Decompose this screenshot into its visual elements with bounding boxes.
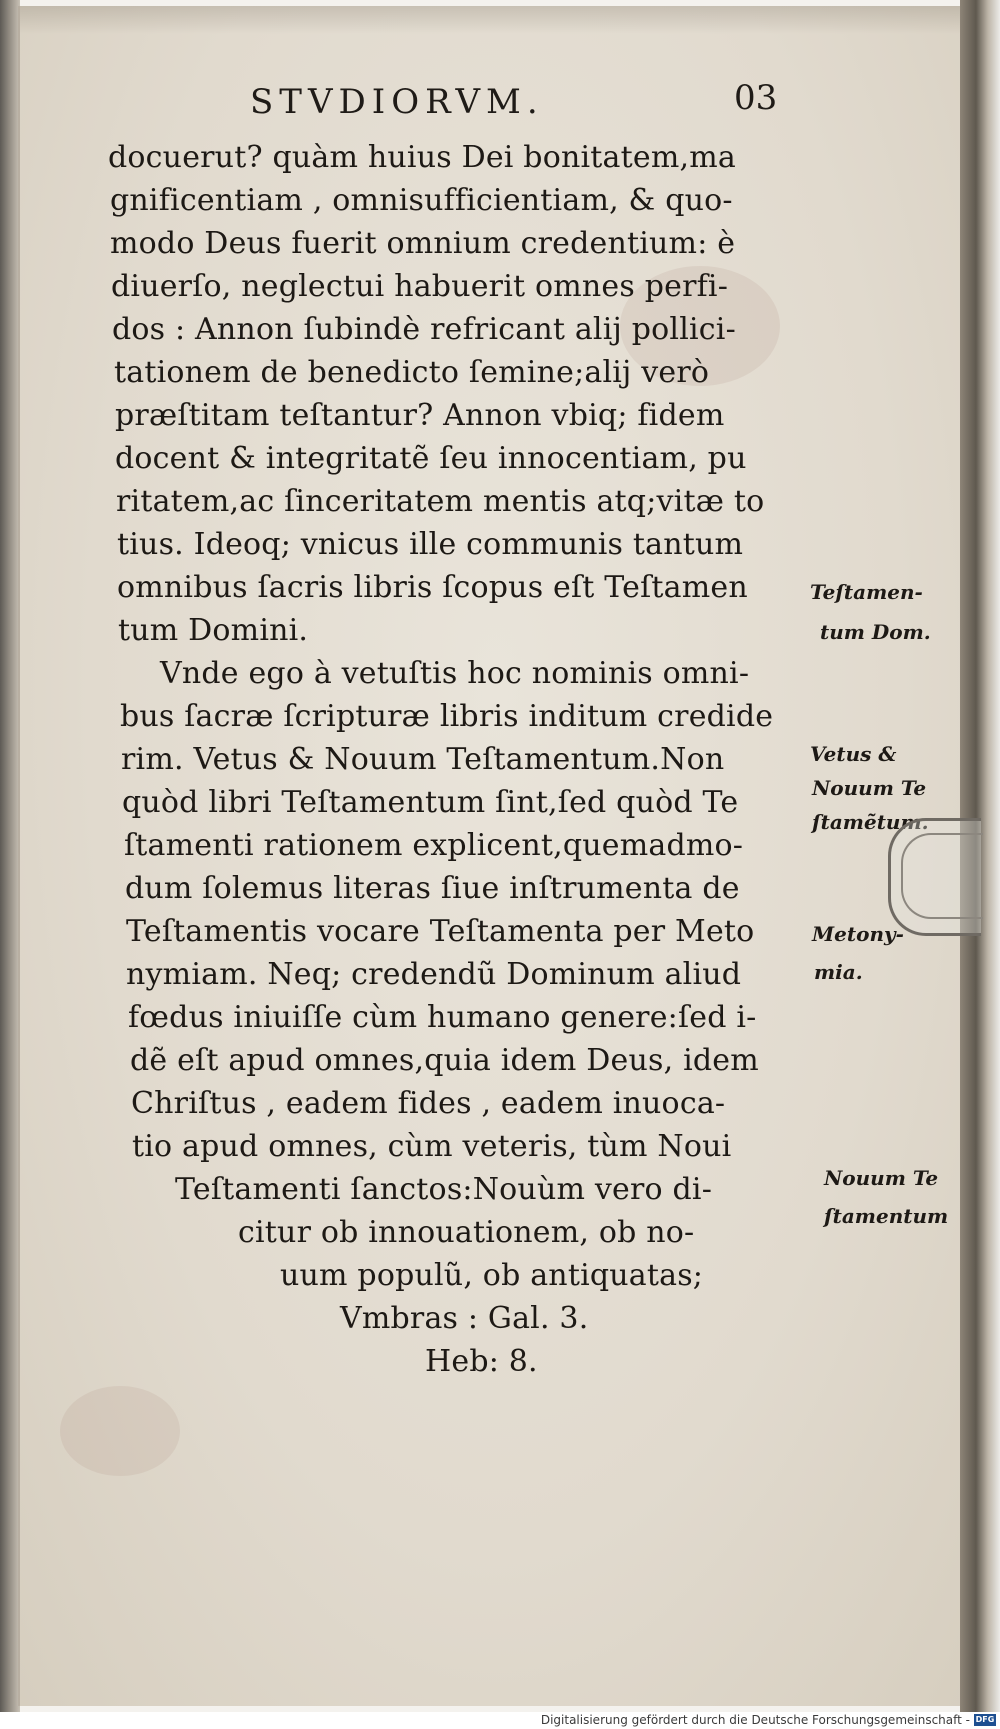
margin-note: mia. xyxy=(814,960,863,984)
text-line: Teſtamentis vocare Teſtamenta per Meto xyxy=(126,914,755,949)
text-line: fœdus iniuiſſe cùm humano genere:ſed i- xyxy=(128,1000,757,1035)
text-line: præſtitam teſtantur? Annon vbiq; fidem xyxy=(115,398,725,433)
text-line: bus ſacræ ſcripturæ libris inditum credide xyxy=(120,699,774,734)
text-line: gnificentiam , omnisufficientiam, & quo- xyxy=(110,183,733,218)
text-line: Teſtamenti ſanctos:Nouùm vero di- xyxy=(175,1172,713,1207)
text-line: tum Domini. xyxy=(118,613,309,648)
text-line: docent & integritatẽ ſeu innocentiam, pu xyxy=(115,441,747,476)
running-head: STVDIORVM. xyxy=(250,82,544,122)
text-line: dum ſolemus literas ſiue inſtrumenta de xyxy=(125,871,740,906)
text-line: omnibus ſacris libris ſcopus eſt Teſtamen xyxy=(117,570,748,605)
dfg-logo: DFG xyxy=(975,1715,995,1724)
funding-credit: Digitalisierung gefördert durch die Deutsche Forschungsgemeinschaft - xyxy=(540,1713,970,1727)
text-line: docuerut? quàm huius Dei bonitatem,ma xyxy=(108,140,736,175)
page-shadow xyxy=(20,6,972,34)
margin-note: tum Dom. xyxy=(820,620,931,644)
text-line: citur ob innouationem, ob no- xyxy=(238,1215,695,1250)
text-line: ritatem,ac ſinceritatem mentis atq;vitæ to xyxy=(116,484,765,519)
text-line: tationem de benedicto ſemine;alij verò xyxy=(114,355,710,390)
margin-note: ſtamẽtum. xyxy=(812,810,929,834)
margin-note: ſtamentum xyxy=(824,1204,949,1228)
text-line: quòd libri Teſtamentum ſint,ſed quòd Te xyxy=(122,785,739,820)
margin-note: Nouum Te xyxy=(824,1166,939,1190)
paper-stain xyxy=(60,1386,180,1476)
page-number: 03 xyxy=(734,78,778,118)
text-line: rim. Vetus & Nouum Teſtamentum.Non xyxy=(121,742,725,777)
text-line: Chriſtus , eadem fides , eadem inuoca- xyxy=(131,1086,726,1121)
margin-note: Metony- xyxy=(812,922,904,946)
page-clip-inner xyxy=(901,833,983,919)
margin-note: Nouum Te xyxy=(812,776,927,800)
text-line: ſtamenti rationem explicent,quemadmo- xyxy=(124,828,744,863)
margin-note: Teſtamen- xyxy=(810,580,923,604)
text-line: nymiam. Neq; credendũ Dominum aliud xyxy=(126,957,742,992)
page-clip xyxy=(888,818,981,936)
footer-bar xyxy=(0,1712,1000,1729)
text-line: modo Deus fuerit omnium credentium: è xyxy=(110,226,736,261)
text-line: uum populũ, ob antiquatas; xyxy=(280,1258,704,1293)
text-line: dos : Annon ſubindè refricant alij pollici- xyxy=(112,312,736,347)
text-line: Vmbras : Gal. 3. xyxy=(340,1301,589,1336)
text-line: diuerſo, neglectui habuerit omnes perfi- xyxy=(111,269,729,304)
text-line: dẽ eſt apud omnes,quia idem Deus, idem xyxy=(130,1043,759,1078)
book-spine-edge xyxy=(0,0,20,1712)
text-line: tius. Ideoq; vnicus ille communis tantum xyxy=(117,527,744,562)
text-line: Heb: 8. xyxy=(425,1344,538,1379)
text-line: Vnde ego à vetuſtis hoc nominis omni- xyxy=(160,656,750,691)
margin-note: Vetus & xyxy=(810,742,897,766)
text-line: tio apud omnes, cùm veteris, tùm Noui xyxy=(132,1129,732,1164)
